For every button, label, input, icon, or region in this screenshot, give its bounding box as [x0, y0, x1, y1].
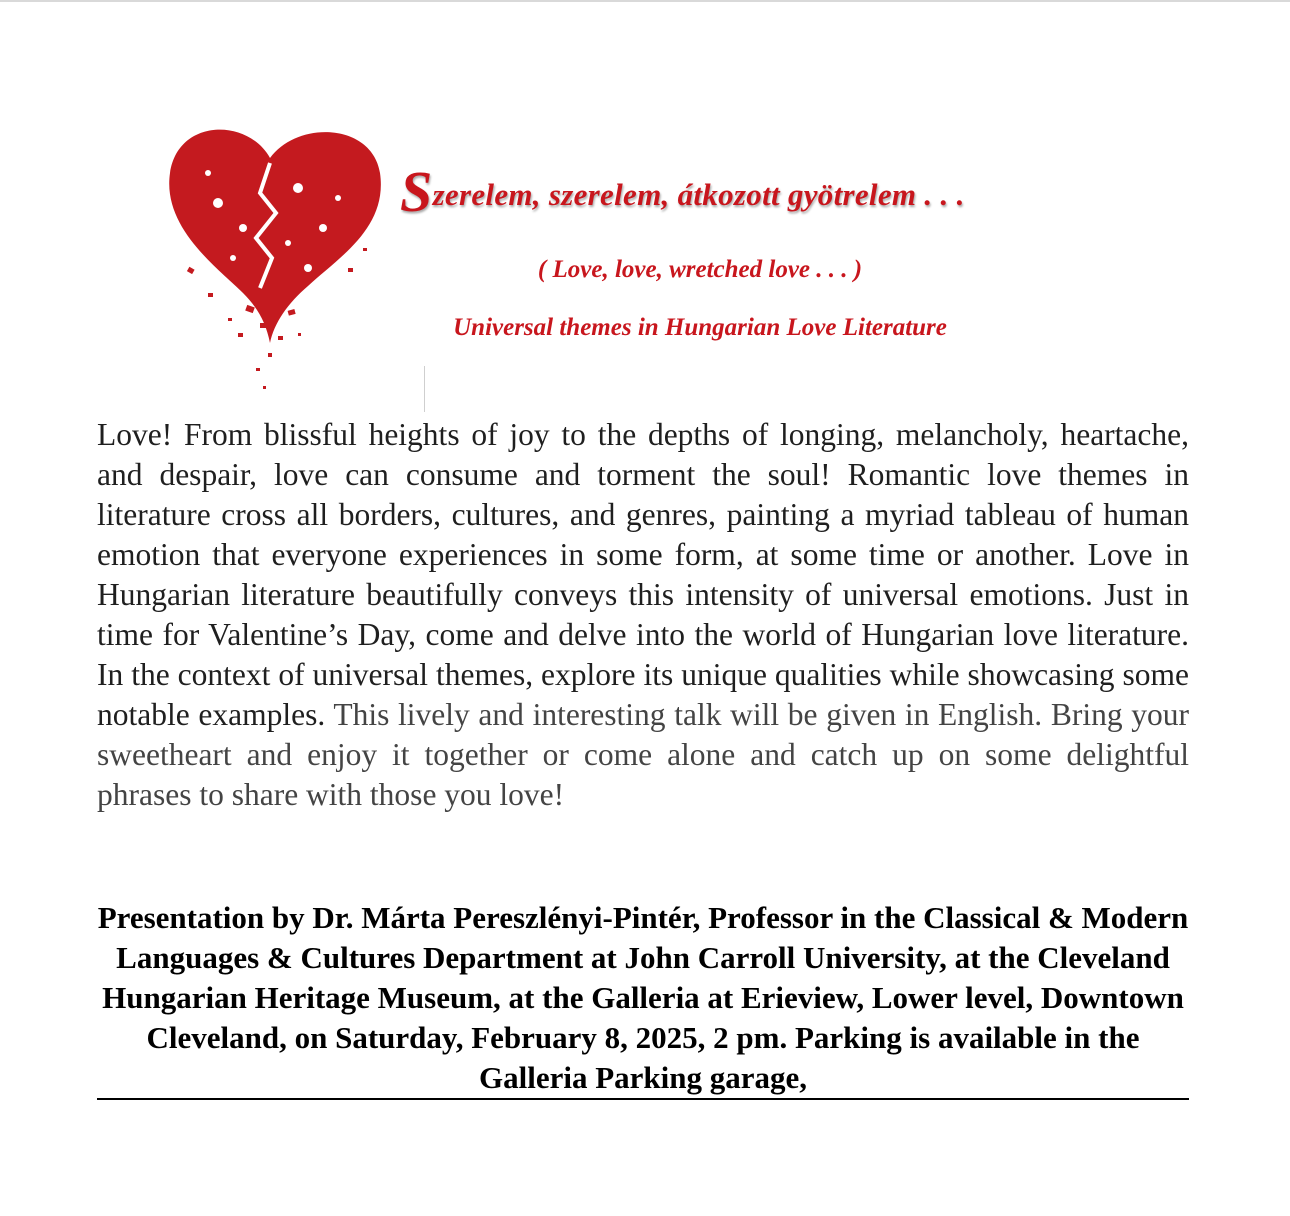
broken-heart-icon [148, 118, 408, 418]
theme-heading: Universal themes in Hungarian Love Literature [453, 314, 947, 341]
description-paragraph [97, 415, 1189, 815]
event-details: Presentation by Dr. Márta Pereszlényi-Pintér, Professor in the Classical & Modern Languages & Cultures Department at John Carroll University, at the Cleveland Hungarian Heritage Museum, at the Galleria at Erieview, Lower level, Downtown Cleveland, on Saturday, February 8, 2025, 2 pm. Parking is available in the Galleria Parking garage, [97, 900, 1189, 1095]
divider [424, 366, 425, 412]
top-border [0, 0, 1290, 2]
subtitle: ( Love, love, wretched love . . . ) [537, 256, 863, 283]
description-text: Love! From blissful heights of joy to the depths of longing, melancholy, heartache, and despair, love can consume and torment the soul! Romantic love themes in literature cross all borders, cultures, and genres, painting a myriad tableau of human emotion that everyone experiences in some form, at some time or another. Love in Hungarian literature beautifully conveys this intensity of universal emotions. Just in time for Valentine’s Day, come and delve into the world of Hungarian love literature. In the context of universal themes, explore its unique qualities while showcasing some notable examples. [97, 417, 1189, 732]
description-continued: This lively and interesting talk will be given in English. Bring your sweetheart and enjoy it together or come alone and catch up on some delightful phrases to share with those you love! [97, 697, 1190, 812]
title-initial: S [400, 159, 433, 224]
page-title [400, 158, 1120, 228]
title-rest: zerelem, szerelem, átkozott gyötrelem . . . [432, 177, 965, 212]
event-underline [97, 1098, 1189, 1100]
